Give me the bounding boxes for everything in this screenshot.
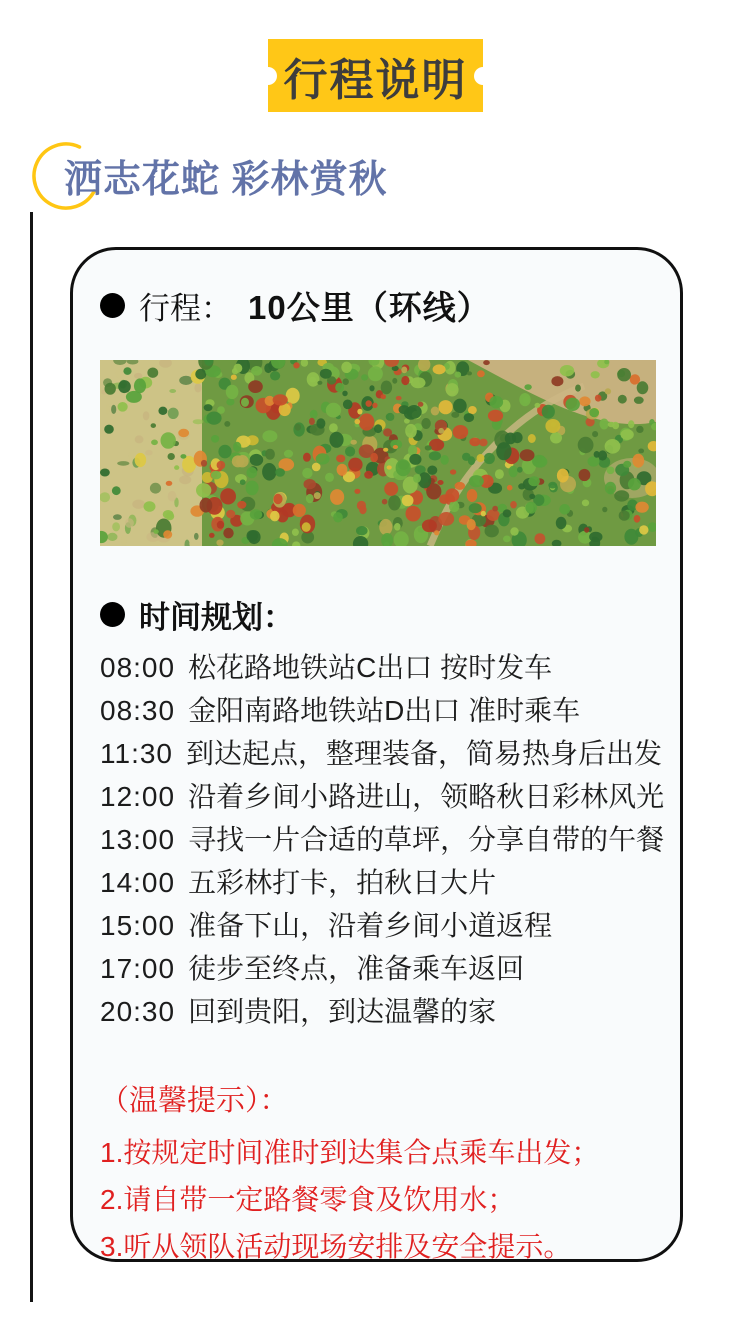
schedule-time: 14:00 — [100, 867, 176, 898]
schedule-time: 15:00 — [100, 910, 176, 941]
route-value: 10公里（环线） — [248, 289, 491, 326]
ribbon-notch-right-icon — [474, 67, 492, 85]
tips-title: （温馨提示）： — [100, 1085, 289, 1117]
schedule-time: 17:00 — [100, 953, 176, 984]
route-row — [100, 282, 656, 329]
schedule-title: 时间规划： — [139, 600, 294, 635]
tips-section — [100, 1078, 656, 1261]
bullet-icon — [100, 602, 125, 627]
schedule-time: 08:30 — [100, 695, 176, 726]
itinerary-card — [70, 247, 683, 1262]
schedule-text: 回到贵阳，到达温馨的家 — [188, 996, 497, 1027]
subtitle-text: 洒志花蛇 彩林赏秋 — [64, 159, 388, 201]
schedule-time: 20:30 — [100, 996, 176, 1027]
schedule-list — [100, 652, 665, 1027]
schedule-item — [100, 824, 665, 855]
schedule-text: 徒步至终点，准备乘车返回 — [188, 953, 525, 984]
schedule-text: 松花路地铁站C出口 按时发车 — [188, 652, 553, 683]
schedule-item — [100, 781, 665, 812]
schedule-item — [100, 738, 663, 769]
title-ribbon — [268, 39, 483, 112]
route-label: 行程： — [139, 291, 232, 326]
schedule-time: 12:00 — [100, 781, 176, 812]
bullet-icon — [100, 293, 125, 318]
schedule-time: 13:00 — [100, 824, 176, 855]
schedule-text: 到达起点，整理装备，简易热身后出发 — [186, 738, 663, 769]
schedule-text: 金阳南路地铁站D出口 准时乘车 — [188, 695, 581, 726]
schedule-item — [100, 955, 656, 983]
schedule-header — [100, 592, 656, 637]
schedule-item — [100, 654, 656, 682]
schedule-item — [100, 697, 656, 725]
schedule-text: 寻找一片合适的草坪，分享自带的午餐 — [188, 824, 665, 855]
schedule-item — [100, 912, 656, 940]
tips-item: 1.按规定时间准时到达集合点乘车出发； — [100, 1137, 600, 1168]
page-title: 行程说明 — [283, 55, 468, 105]
schedule-time: 11:30 — [100, 738, 173, 769]
schedule-time: 08:00 — [100, 652, 176, 683]
left-accent-line — [30, 212, 33, 1302]
tips-item: 2.请自带一定路餐零食及饮用水； — [100, 1184, 516, 1215]
schedule-item — [100, 998, 656, 1026]
tips-item: 3.听从领队活动现场安排及安全提示。 — [100, 1231, 572, 1262]
autumn-forest-photo — [100, 360, 656, 546]
schedule-text: 五彩林打卡，拍秋日大片 — [188, 867, 497, 898]
schedule-item — [100, 869, 656, 897]
schedule-text: 准备下山，沿着乡间小道返程 — [188, 910, 553, 941]
schedule-text: 沿着乡间小路进山，领略秋日彩林风光 — [188, 781, 665, 812]
ribbon-notch-left-icon — [259, 67, 277, 85]
